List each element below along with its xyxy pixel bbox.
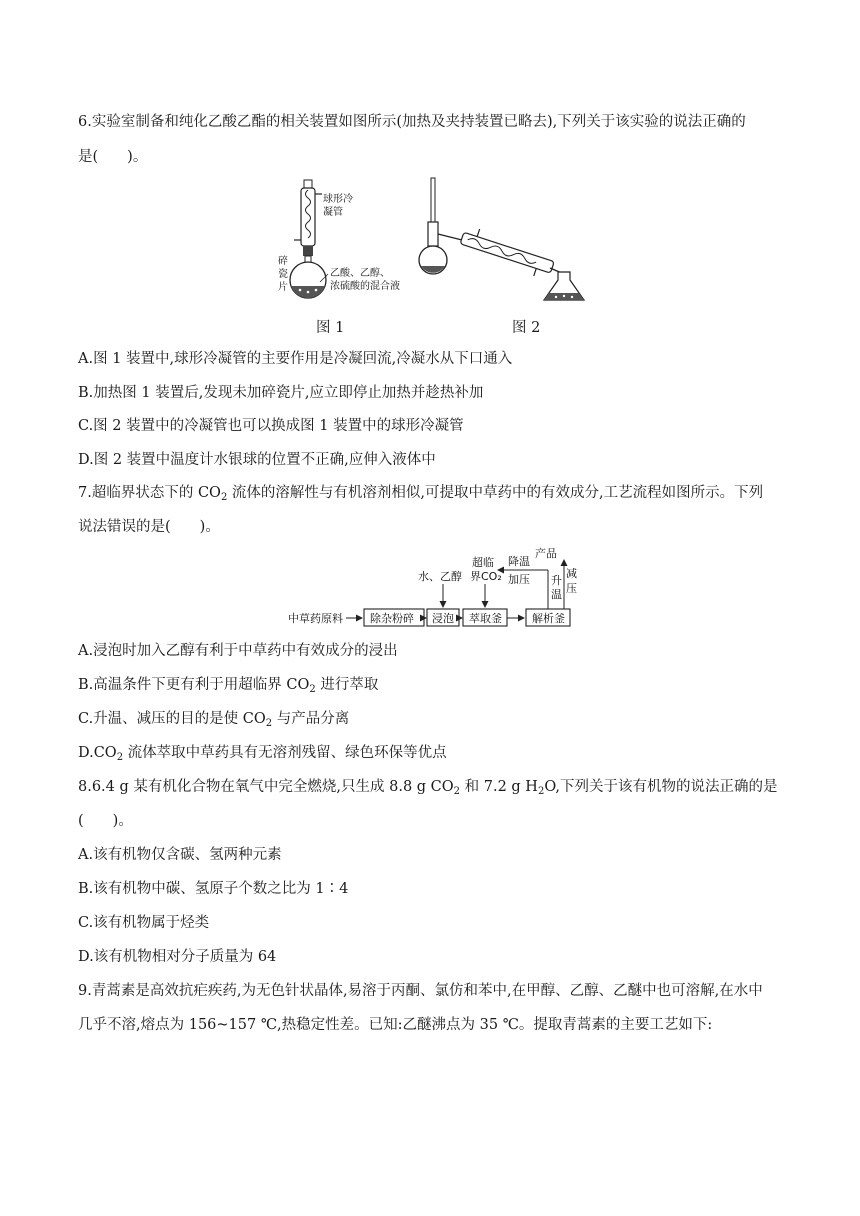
flow-box-desorber: 解析釜 bbox=[532, 612, 565, 625]
flow-product: 产品 bbox=[535, 547, 557, 560]
q7-option-c-sub: 2 bbox=[265, 718, 273, 729]
fig1-condenser-label-1: 球形冷 bbox=[323, 194, 353, 205]
flow-water-ethanol: 水、乙醇 bbox=[418, 570, 462, 583]
flow-heat-2: 温 bbox=[551, 588, 562, 601]
q8-option-d: D.该有机物相对分子质量为 64 bbox=[78, 949, 277, 965]
flow-supercritical-2: 界CO₂ bbox=[470, 570, 502, 583]
q7-option-b-a: B.高温条件下更有利于用超临界 CO bbox=[78, 677, 310, 693]
flow-box-purify-crush: 除杂粉碎 bbox=[370, 612, 414, 625]
figure-2-caption: 图 2 bbox=[512, 320, 541, 336]
q7-process-flow-diagram bbox=[286, 546, 578, 632]
q7-option-d-a: D.CO bbox=[78, 745, 117, 761]
fig1-mixture-label-2: 浓硫酸的混合液 bbox=[330, 281, 400, 292]
q7-stem-a: 7.超临界状态下的 CO bbox=[78, 485, 221, 501]
q6-stem-line2: 是( )。 bbox=[78, 149, 148, 165]
fig1-chips-label-3: 片 bbox=[278, 282, 288, 293]
flow-box-extractor: 萃取釜 bbox=[469, 612, 502, 625]
q8-option-b: B.该有机物中碳、氢原子个数之比为 1∶4 bbox=[78, 881, 349, 897]
q9-stem-line2: 几乎不溶,熔点为 156~157 ℃,热稳定性差。已知:乙醚沸点为 35 ℃。提取青蒿素的主要工艺如下: bbox=[78, 1017, 713, 1033]
q6-option-a: A.图 1 装置中,球形冷凝管的主要作用是冷凝回流,冷凝水从下口通入 bbox=[78, 351, 513, 367]
q6-option-b: B.加热图 1 装置后,发现未加碎瓷片,应立即停止加热并趁热补加 bbox=[78, 385, 484, 401]
flow-supercritical-1: 超临 bbox=[472, 556, 494, 569]
fig1-condenser-label-2: 凝管 bbox=[323, 207, 343, 218]
q7-option-d-b: 流体萃取中草药具有无溶剂残留、绿色环保等优点 bbox=[123, 745, 447, 761]
q8-stem-sub-1: 2 bbox=[453, 786, 461, 797]
flow-raw-material: 中草药原料 bbox=[288, 612, 343, 625]
q7-option-b-b: 进行萃取 bbox=[315, 677, 379, 693]
q8-option-c: C.该有机物属于烃类 bbox=[78, 915, 210, 931]
q7-stem-line2: 说法错误的是( )。 bbox=[78, 519, 220, 535]
q7-stem-sub: 2 bbox=[220, 492, 228, 503]
q7-option-d bbox=[78, 743, 447, 763]
flow-heat-1: 升 bbox=[551, 574, 562, 587]
q7-stem-line1 bbox=[78, 483, 763, 503]
q9-stem-line1: 9.青蒿素是高效抗疟疾药,为无色针状晶体,易溶于丙酮、氯仿和苯中,在甲醇、乙醇、乙醚中也可溶解,在水中 bbox=[78, 983, 763, 999]
q6-option-d: D.图 2 装置中温度计水银球的位置不正确,应伸入液体中 bbox=[78, 452, 436, 468]
q8-stem-c: O,下列关于该有机物的说法正确的是 bbox=[544, 779, 778, 795]
q8-stem-line2: ( )。 bbox=[78, 813, 133, 829]
fig1-chips-label-1: 碎 bbox=[278, 256, 288, 267]
fig1-mixture-label-1: 乙酸、乙醇、 bbox=[330, 268, 390, 279]
q8-stem-sub-2: 2 bbox=[537, 786, 545, 797]
flow-pressurize: 加压 bbox=[508, 573, 530, 586]
q7-option-c-a: C.升温、减压的目的是使 CO bbox=[78, 711, 266, 727]
flow-depress-1: 减 bbox=[566, 567, 577, 580]
q7-stem-b: 流体的溶解性与有机溶剂相似,可提取中草药中的有效成分,工艺流程如图所示。下列 bbox=[227, 485, 764, 501]
q7-option-a: A.浸泡时加入乙醇有利于中草药中有效成分的浸出 bbox=[78, 643, 398, 659]
q8-option-a: A.该有机物仅含碳、氢两种元素 bbox=[78, 847, 282, 863]
figure-1-caption: 图 1 bbox=[316, 320, 345, 336]
flow-cool: 降温 bbox=[508, 555, 530, 568]
q7-option-b bbox=[78, 675, 378, 695]
q7-option-c-b: 与产品分离 bbox=[272, 711, 350, 727]
q6-stem-line1: 6.实验室制备和纯化乙酸乙酯的相关装置如图所示(加热及夹持装置已略去),下列关于该实验的说法正确的 bbox=[78, 114, 746, 130]
figure-2-distillation-apparatus bbox=[418, 176, 588, 304]
q8-stem-b: 和 7.2 g H bbox=[460, 779, 538, 795]
q7-option-d-sub: 2 bbox=[116, 752, 124, 763]
q7-option-b-sub: 2 bbox=[309, 684, 316, 695]
flow-box-soak: 浸泡 bbox=[432, 612, 454, 625]
fig1-chips-label-2: 瓷 bbox=[278, 269, 288, 280]
q8-stem-line1 bbox=[78, 777, 778, 797]
flow-depress-2: 压 bbox=[566, 582, 577, 595]
q8-stem-a: 8.6.4 g 某有机化合物在氧气中完全燃烧,只生成 8.8 g CO bbox=[78, 779, 454, 795]
q6-option-c: C.图 2 装置中的冷凝管也可以换成图 1 装置中的球形冷凝管 bbox=[78, 418, 464, 434]
q7-option-c bbox=[78, 709, 349, 729]
figure-1-reflux-apparatus bbox=[270, 178, 430, 303]
